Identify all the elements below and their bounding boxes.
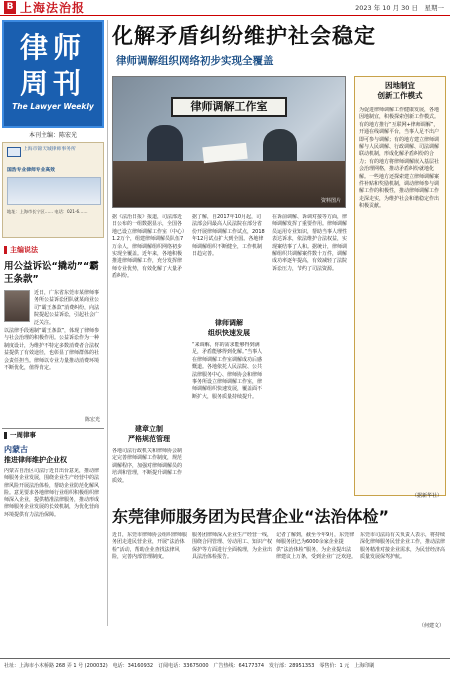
week-news-label: 一周律事 xyxy=(10,431,36,439)
week-news-title-2: 推进律师维护企业权 xyxy=(4,456,67,464)
story-column-1: 据《法治日报》报道，司法部近日公布的一组数据显示，全国各地已设立律师调解工作室（中心）1.2万个，组建律师调解员队伍7万余人，律师调解组织网络初步实现全覆盖。近年来，各地积极推进律师调解工作，充分发挥律师专业优势，有效化解了大量矛盾纠纷。 xyxy=(112,214,185,280)
main-subheadline: 律师调解组织网络初步实现全覆盖 xyxy=(116,55,274,67)
firm-logo-icon xyxy=(7,147,21,157)
photo-figure xyxy=(147,125,183,165)
opinion-author: 陈宏光 xyxy=(84,417,100,423)
sidebar-title-1: 因地制宜 xyxy=(385,81,415,90)
opinion-column-label: 主编说法 xyxy=(10,246,38,254)
column-divider xyxy=(107,20,108,626)
week-news-title-1: 内蒙古 xyxy=(4,445,28,454)
week-news-head xyxy=(2,428,104,440)
second-column-4: 东莞市司法局有关负责人表示，将持续深化律师服务民营企业工作，推动法律服务精准对接企业需求，为民营经济高质量发展保驾护航。 xyxy=(360,532,446,561)
banner-line2: 周刊 xyxy=(19,67,86,100)
second-column-1: 近日，东莞市律师协会组织律师服务团走进民营企业，开展“法治体检”活动，帮助企业查找法律风险，完善内部管理制度。 xyxy=(112,532,188,561)
photo-figure xyxy=(263,129,297,165)
story-column-3: 在诉前调解、诉调对接等方面，律师调解发挥了重要作用。律师调解员运用专业知识，帮助当事人理性表达诉求，依法维护合法权益，实现案结事了人和。据统计，律师调解组织共调解案件数十万件，调解成功率逐年提高，有效减轻了法院诉讼压力，节约了司法资源。 xyxy=(272,214,348,272)
sidebar-body: 为促进律师调解工作健康发展，各地因地制宜，积极探索创新工作模式。有的地方推行“互联网+律师调解”，开通在线调解平台，当事人足不出户即可参与调解；有的地方建立律师调解与人民调解、行政调解、司法调解联动机制，形成化解矛盾纠纷的合力；有的地方将律师调解嵌入基层社会治理网格，推动矛盾纠纷就地化解。一些地方还探索建立律师调解案件补贴和奖励机制，调动律师参与调解工作的积极性，推动律师调解工作走深走实，为维护社会和谐稳定作出积极贡献。 xyxy=(359,107,440,210)
news-photo xyxy=(112,76,346,208)
page-tag: B xyxy=(4,1,16,14)
ad-slogan: 国浩专业律师专业高效 xyxy=(7,168,55,173)
sidebar-box xyxy=(354,76,446,496)
section-marker xyxy=(4,246,7,254)
banner-english: The Lawyer Weekly xyxy=(12,102,94,111)
ad-address: 地址：上海市长宁区…… 电话：021-6…… xyxy=(7,209,88,214)
sidebar-title-2: 创新工作模式 xyxy=(377,91,423,100)
newspaper-title: 上海法治报 xyxy=(20,1,86,15)
photo-sign: 律师调解工作室 xyxy=(171,97,287,117)
law-firm-ad xyxy=(2,142,104,238)
section-heading-1a: 律师调解 xyxy=(215,319,243,327)
week-news-body: 内蒙古自治区司法厅近日出台意见，推动律师服务企业发展，围绕企业生产经营中的法律风险开展法治体检，帮助企业防范化解风险。意见要求各地律师行业组织积极组织律师深入企业，提供精准法律服务，推动形成律师服务企业发展的长效机制，为优化营商环境提供有力法治保障。 xyxy=(4,468,100,518)
second-headline: 东莞律师服务团为民营企业“法治体检” xyxy=(112,507,390,526)
issue-date: 2023 年 10 月 30 日 星期一 xyxy=(355,4,444,12)
opinion-column-head xyxy=(2,244,104,256)
ad-firm-name: 上海市锦天城律师事务所 xyxy=(23,147,76,152)
opinion-title: 用公益诉讼“撬动”“霸王条款” xyxy=(4,261,99,285)
banner-line1: 律师 xyxy=(19,31,86,64)
author-portrait xyxy=(4,290,30,322)
left-column xyxy=(2,20,104,624)
section-heading-2b: 严格规范管理 xyxy=(128,435,170,443)
opinion-body-2: 以法律手段遏制“霸王条款”，体现了律师参与社会治理的积极作用。公益诉讼作为一种制度设计，为维护不特定多数消费者合法权益提供了有效途径，也彰显了律师群体的社会责任担当。律师以专业力量推动消费环境不断优化，值得肯定。 xyxy=(4,328,100,372)
photo-desk xyxy=(113,161,345,207)
second-column-2: 服务团律师深入企业生产经营一线，围绕合同管理、劳动用工、知识产权保护等方面进行全面梳理，为企业出具法治体检报告。 xyxy=(192,532,272,561)
opinion-body-1: 近日，广东省东莞市某律师事务所公益诉讼团队就某商业公司“霸王条款”消费纠纷，向法院提起公益诉讼，引起社会广泛关注。 xyxy=(34,290,100,326)
main-headline: 化解矛盾纠纷维护社会稳定 xyxy=(112,24,376,48)
main-story xyxy=(112,20,446,500)
page-footer: 社址：上海市小木桥路 268 弄 1 号 (200032) 电话：34160932 订阅电话：33675000 广告热线：64177374 发行部：28951353 零售价：1 元 上海印刷 xyxy=(0,658,450,672)
second-column-3: 记者了解到，截至今年9月，东莞律师服务团已为6000余家企业提供“法治体检”服务，为企业提出法律建议上万条，受到企业广泛欢迎。 xyxy=(276,532,356,561)
story-column-1b: 各地司法行政机关和律师协会制定完善律师调解工作制度，规范调解程序，加强对律师调解员的培训和管理，不断提升调解工作质效。 xyxy=(112,448,183,484)
story-source: （据新华社） xyxy=(411,493,442,499)
ad-building-photo xyxy=(7,177,101,205)
section-heading-1b: 组织快速发展 xyxy=(208,329,250,337)
second-story-byline: （何建文） xyxy=(418,623,444,629)
section-heading-2a: 建章立制 xyxy=(135,425,163,433)
section-marker xyxy=(4,432,7,439)
lawyer-weekly-banner xyxy=(2,20,104,128)
editor-credit: 本刊主编：陈宏光 xyxy=(28,132,77,139)
story-column-2: 据了解，自2017年10月起，司法部会同最高人民法院在部分省份开展律师调解工作试点，2018年12月试点扩大到全国。各地律师调解组织不断健全，工作机制日趋完善。 xyxy=(192,214,265,258)
photo-credit: 资料图片 xyxy=(320,198,341,204)
masthead xyxy=(0,0,450,16)
story-column-2b: “来调解，你的需求能够得到满足，矛盾能够得到化解。”当事人在律师调解工作室调解成功后感慨道。各地依托人民法院、公共法律服务中心、律师协会和律师事务所设立律师调解工作室，律师调解组织快速发展，覆盖面不断扩大，服务质量持续提升。 xyxy=(192,342,263,400)
